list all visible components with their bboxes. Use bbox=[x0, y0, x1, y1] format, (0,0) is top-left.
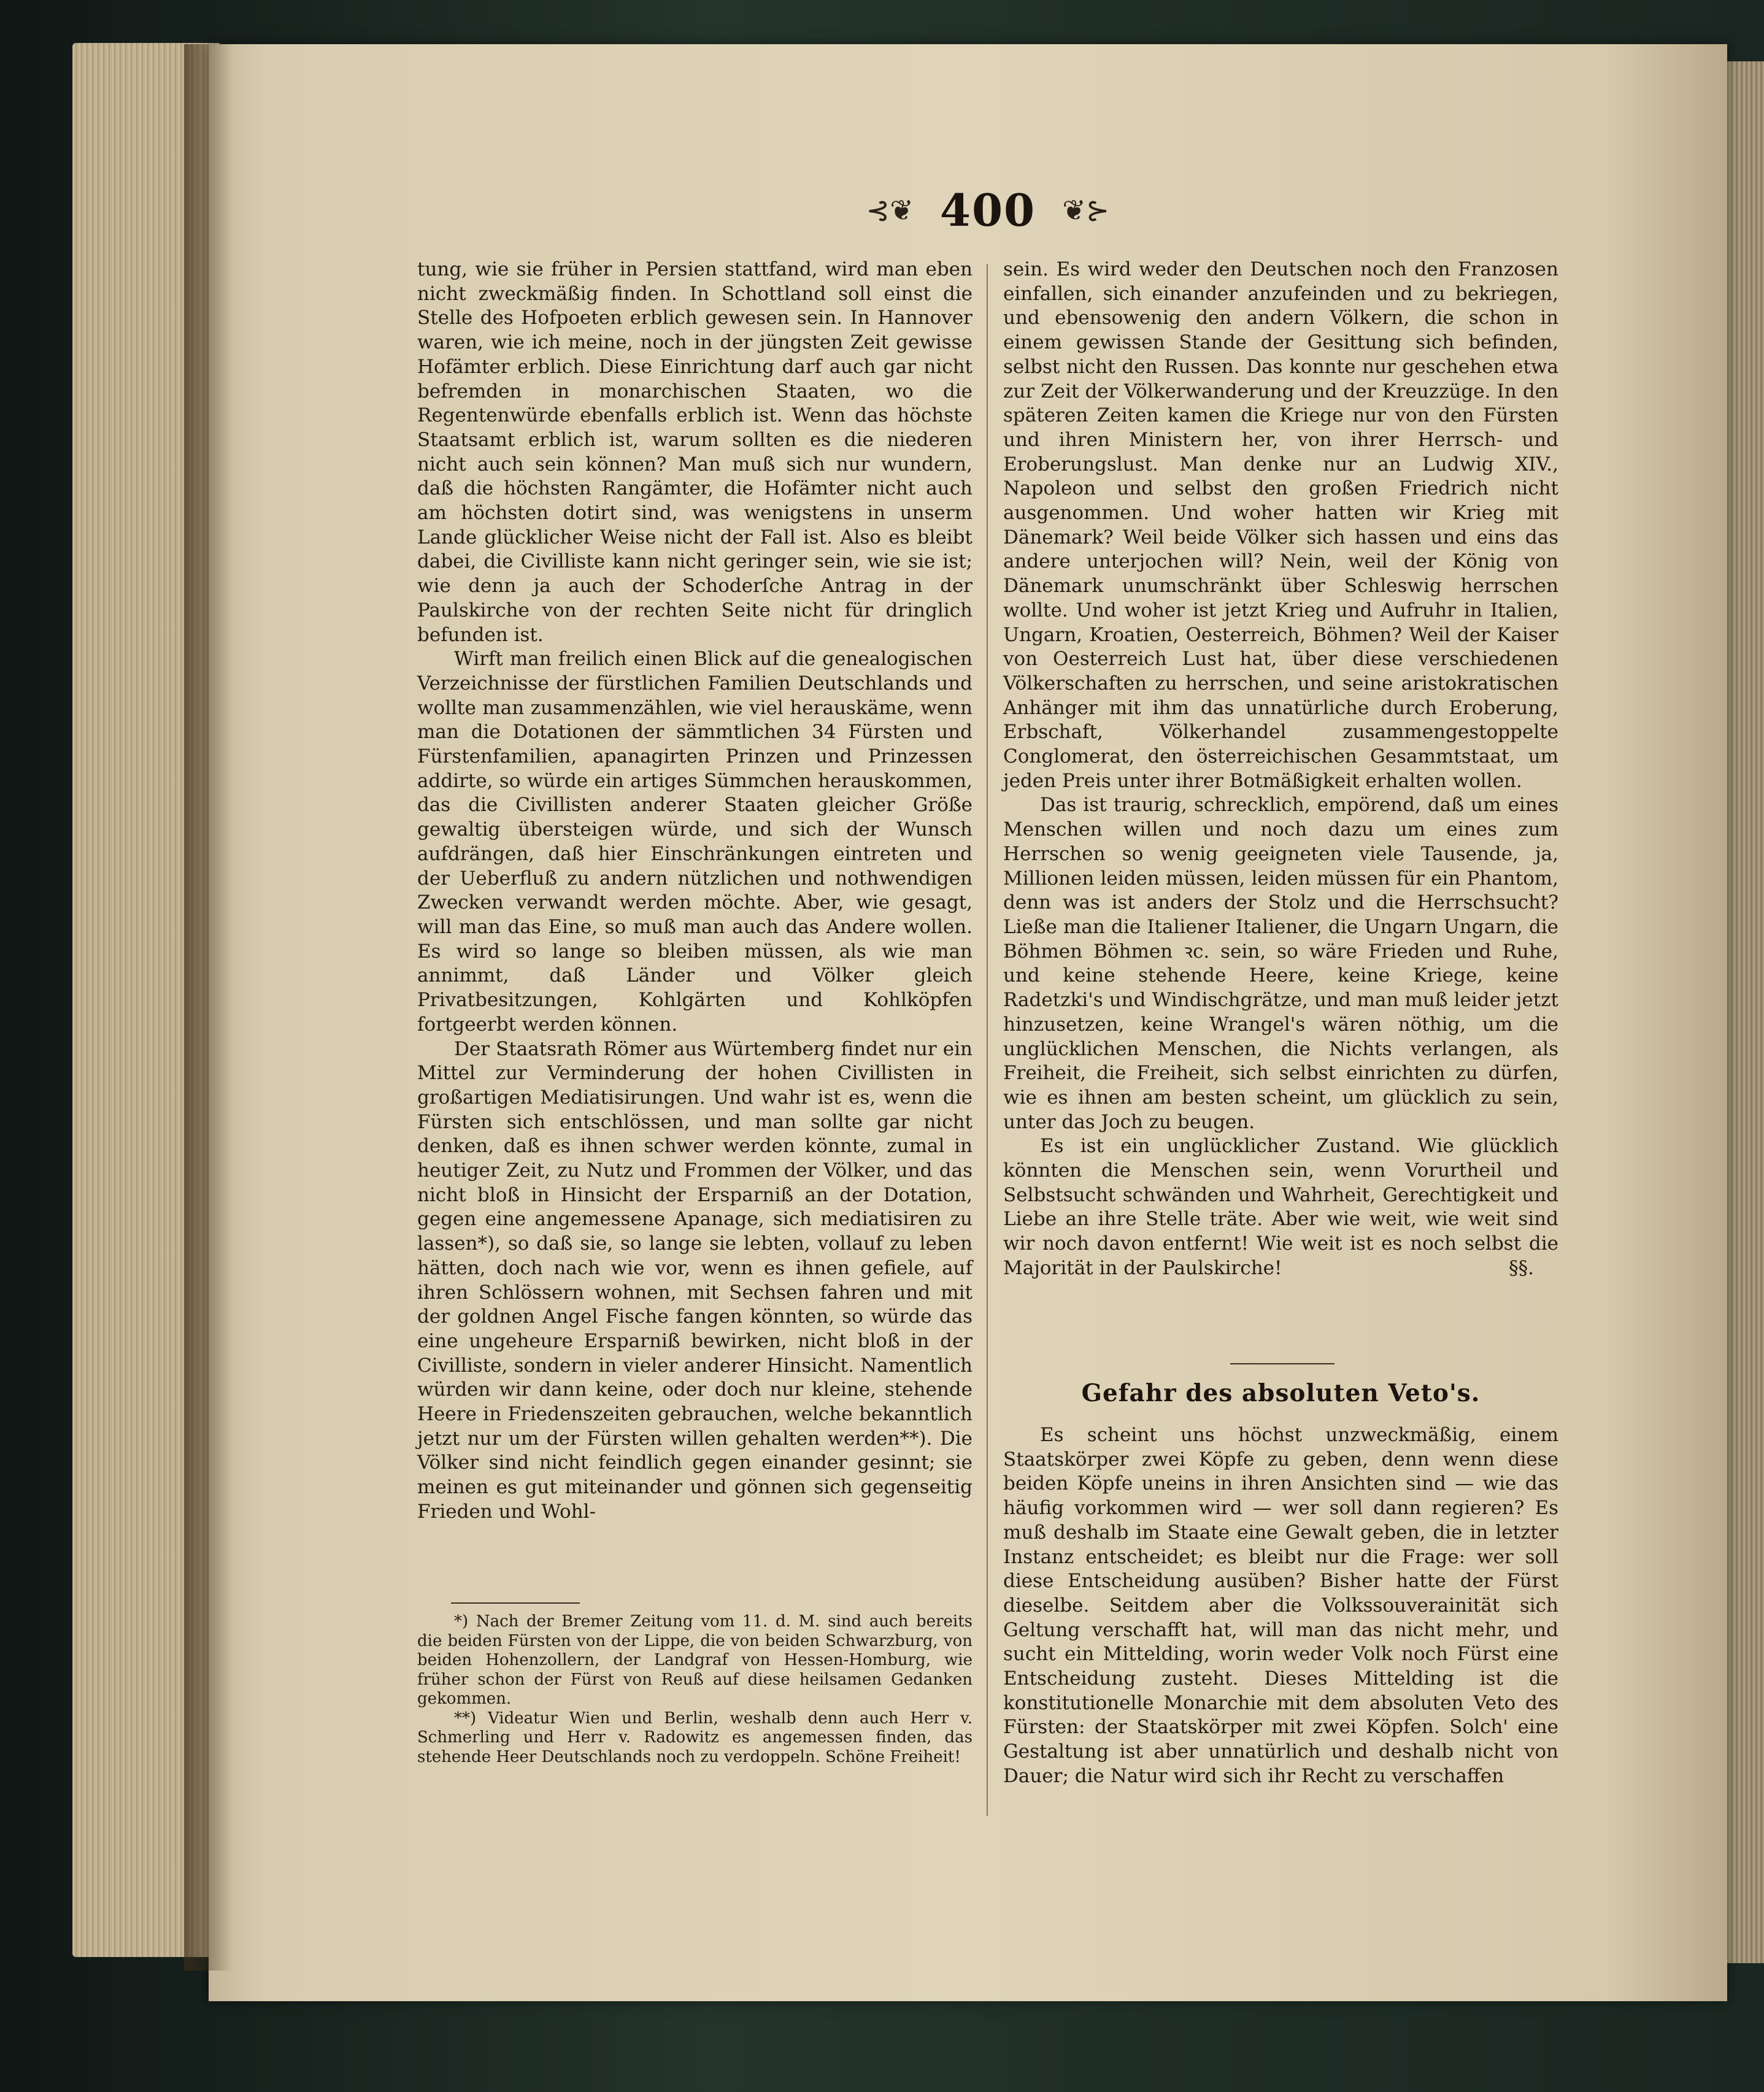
section-body bbox=[1003, 1423, 1558, 1789]
footnote: *) Nach der Bremer Zeitung vom 11. d. M. sind auch bereits die beiden Fürsten von der Lippe, die von beiden Schwarzburg, von beiden Hohenzollern, der Landgraf von Hessen-Homburg, wie früher schon der Fürst von Reuß auf diese heilsamen Gedanken gekommen. bbox=[417, 1612, 973, 1708]
right-column bbox=[1003, 258, 1558, 1281]
paragraph: Das ist traurig, schrecklich, empörend, daß um eines Menschen willen und noch dazu um eines zum Herrschen so wenig geeigneten viele Tausende, ja, Millionen leiden müssen, leiden müssen für ein Phantom, denn was ist anders der Stolz und die Herrschsucht? Ließe man die Italiener Italiener, die Ungarn Ungarn, die Böhmen Böhmen ꝛc. sein, so wäre Frieden und Ruhe, und keine stehende Heere, keine Kriege, keine Radetzki's und Windischgrätze, und man muß leider jetzt hinzusetzen, keine Wrangel's wären nöthig, um die unglücklichen Menschen, die Nichts verlangen, als Freiheit, die Freiheit, sich selbst einrichten zu dürfen, wie es ihnen am besten scheint, um glücklich zu sein, unter das Joch zu beugen. bbox=[1003, 794, 1558, 1133]
paragraph: Der Staatsrath Römer aus Würtemberg findet nur ein Mittel zur Verminderung der hohen Civillisten in großartigen Mediatisirungen. Und wahr ist es, wenn die Fürsten sich entschlössen, und man sollte gar nicht denken, daß es ihnen schwer werden könnte, zumal in heutiger Zeit, zu Nutz und Frommen der Völker, und das nicht bloß in Hinsicht der Ersparniß an der Dotation, gegen eine angemessene Apanage, sich mediatisiren zu lassen*), so daß sie, so lange sie lebten, vollauf zu leben hätten, doch nach wie vor, wenn es ihnen gefiele, auf ihren Schlössern wohnen, mit Sechsen fahren und mit der goldnen Angel Fische fangen könnten, so würde das eine ungeheure Ersparniß bewirken, nicht bloß in der Civilliste, sondern in vieler anderer Hinsicht. Namentlich würden wir dann keine, oder doch nur kleine, stehende Heere in Friedenszeiten gebrauchen, welche bekanntlich jetzt nur um der Fürsten willen gehalten werden**). Die Völker sind nicht feindlich gegen einander gesinnt; sie meinen es gut miteinander und gönnen sich gegenseitig Frieden und Wohl- bbox=[417, 1037, 973, 1523]
paragraph-text: Es ist ein unglücklicher Zustand. Wie glücklich könnten die Menschen sein, wenn Vorurtheil und Selbstsucht schwänden und Wahrheit, Gerechtigkeit und Liebe an ihre Stelle träte. Aber wie weit, wie weit sind wir noch davon entfernt! Wie weit ist es noch selbst die Majorität in der Paulskirche! bbox=[1003, 1135, 1558, 1279]
section-heading: Gefahr des absoluten Veto's. bbox=[1081, 1379, 1481, 1407]
ornament-right-icon: ❦⊱ bbox=[1062, 193, 1110, 227]
ornament-left-icon: ⊰❦ bbox=[866, 193, 914, 227]
author-signature: §§. bbox=[1509, 1256, 1534, 1279]
paragraph: tung, wie sie früher in Persien stattfand, wird man eben nicht zweckmäßig finden. In Schottland soll einst die Stelle des Hofpoeten erblich gewesen sein. In Hannover waren, wie ich meine, noch in der jüngsten Zeit gewisse Hofämter erblich. Diese Einrichtung darf auch gar nicht befremden in monarchischen Staaten, wo die Regentenwürde ebenfalls erblich ist. Wenn das höchste Staatsamt erblich ist, warum sollten es die niederen nicht auch sein können? Man muß sich nur wundern, daß die höchsten Rangämter, die Hofämter nicht auch am höchsten dotirt sind, was wenigstens in unserm Lande glücklicher Weise nicht der Fall ist. Also es bleibt dabei, die Civilliste kann nicht geringer sein, wie sie ist; wie denn ja auch der Schoderſche Antrag in der Paulskirche von der rechten Seite nicht für dringlich befunden ist. bbox=[417, 258, 973, 646]
footnote: **) Videatur Wien und Berlin, weshalb denn auch Herr v. Schmerling und Herr v. Radowitz es angemessen finden, das stehende Heer Deutschlands noch zu verdoppeln. Schöne Freiheit! bbox=[417, 1709, 973, 1766]
page-number: 400 bbox=[939, 184, 1036, 236]
page-edges-right bbox=[1727, 61, 1764, 1963]
column-divider bbox=[987, 264, 988, 1816]
page-header bbox=[828, 184, 1147, 239]
gutter-shadow bbox=[184, 44, 233, 1971]
paragraph: Wirft man freilich einen Blick auf die genealogischen Verzeichnisse der fürstlichen Familien Deutschlands und wollte man zusammenzählen, wie viel herauskäme, wenn man die Dotationen der sämmtlichen 34 Fürsten und Fürstenfamilien, apanagirten Prinzen und Prinzessen addirte, so würde ein artiges Sümmchen herauskommen, das die Civillisten anderer Staaten gleicher Größe gewaltig übersteigen würde, und sich der Wunsch aufdrängen, daß hier Einschränkungen eintreten und der Ueberfluß zu andern nützlichen und nothwendigen Zwecken verwandt werden möchte. Aber, wie gesagt, will man das Eine, so muß man auch das Andere wollen. Es wird so lange so bleiben müssen, als wie man annimmt, daß Länder und Völker gleich Privatbesitzungen, Kohlgärten und Kohlköpfen fortgeerbt werden können. bbox=[417, 648, 973, 1036]
section-rule bbox=[1230, 1363, 1335, 1364]
paragraph bbox=[1003, 1134, 1558, 1280]
footnote-rule bbox=[451, 1602, 580, 1604]
paragraph: Es scheint uns höchst unzweckmäßig, einem Staatskörper zwei Köpfe zu geben, denn wenn diese beiden Köpfe uneins in ihren Ansichten sind — wie das häufig vorkommen wird — wer soll dann regieren? Es muß deshalb im Staate eine Gewalt geben, die in letzter Instanz entscheidet; es bleibt nur die Frage: wer soll diese Entscheidung ausüben? Bisher hatte der Fürst dieselbe. Seitdem aber die Volkssouverainität sich Geltung verschafft hat, will man das nicht mehr, und sucht ein Mittelding, worin weder Volk noch Fürst eine Entscheidung zusteht. Dieses Mittelding ist die konstitutionelle Monarchie mit dem absoluten Veto des Fürsten: der Staatskörper mit zwei Köpfen. Solch' eine Gestaltung ist aber unnatürlich und deshalb nicht von Dauer; die Natur wird sich ihr Recht zu verschaffen bbox=[1003, 1424, 1558, 1787]
footnotes bbox=[417, 1612, 973, 1767]
paragraph: sein. Es wird weder den Deutschen noch den Franzosen einfallen, sich einander anzufeinden und zu bekriegen, und ebensowenig den andern Völkern, die schon in einem gewissen Stande der Gesittung sich befinden, selbst nicht den Russen. Das konnte nur geschehen etwa zur Zeit der Völkerwanderung und der Kreuzzüge. In den späteren Zeiten kamen die Kriege nur von den Fürsten und ihren Ministern her, von ihrer Herrsch- und Eroberungslust. Man denke nur an Ludwig XIV., Napoleon und selbst den großen Friedrich nicht ausgenommen. Und woher hatten wir Krieg mit Dänemark? Weil beide Völker sich hassen und eins das andere unterjochen will? Nein, weil der König von Dänemark unumschränkt über Schleswig herrschen wollte. Und woher ist jetzt Krieg und Aufruhr in Italien, Ungarn, Kroatien, Oesterreich, Böhmen? Weil der Kaiser von Oesterreich Lust hat, über diese verschiedenen Völkerschaften zu herrschen, und seine aristokratischen Anhänger mit ihm das unnatürliche durch Eroberung, Erbschaft, Völkerhandel zusammengestoppelte Conglomerat, den österreichischen Gesammtstaat, um jeden Preis unter ihrer Botmäßigkeit erhalten wollen. bbox=[1003, 258, 1558, 792]
left-column bbox=[417, 258, 973, 1525]
